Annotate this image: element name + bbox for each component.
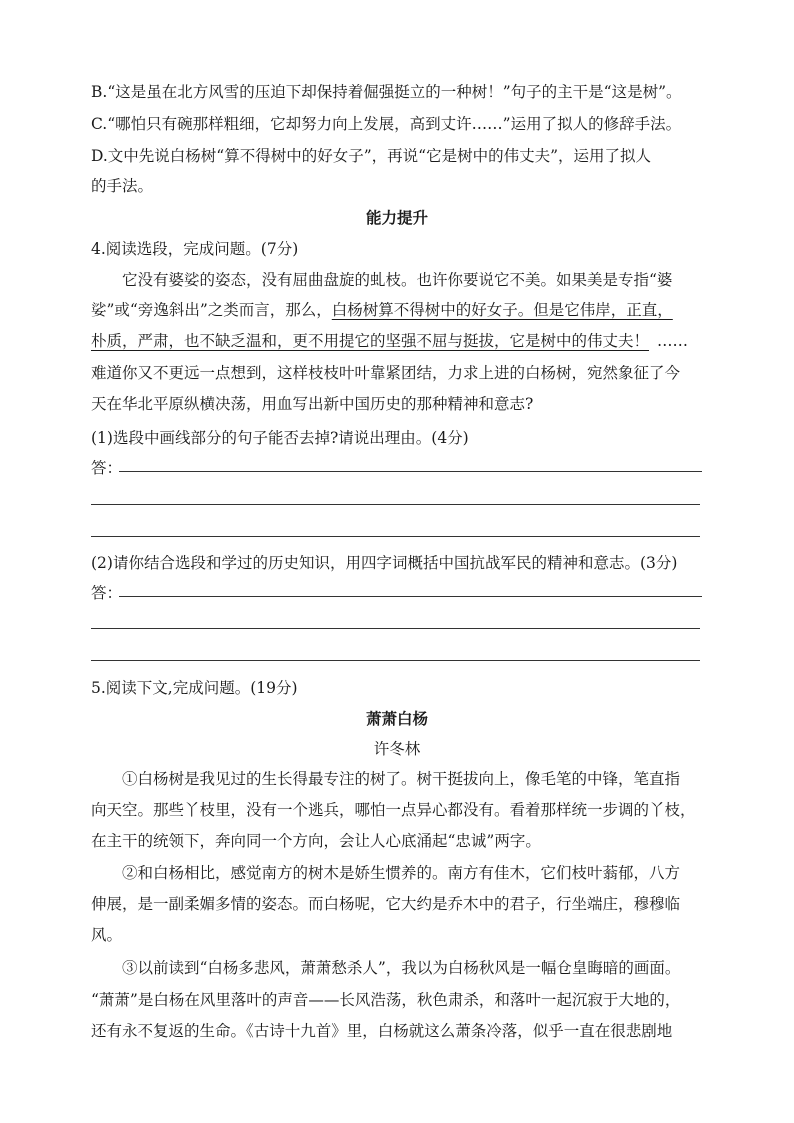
q4-para-line3 [91,329,688,353]
answer-line-2a[interactable] [119,596,702,597]
article-line: ③以前读到“白杨多悲风，萧萧愁杀人”，我以为白杨秋风是一幅仓皇晦暗的画面。 [122,959,681,977]
q4-para-line1: 它没有婆娑的姿态，没有屈曲盘旋的虬枝。也许你要说它不美。如果美是专指“婆 [122,271,673,289]
q4-para-line4: 难道你又不更远一点想到，这样枝枝叶叶靠紧团结，力求上进的白杨树，宛然象征了今 [91,364,681,382]
q4-para-line2 [91,298,673,322]
article-line: 还有永不复返的生命。《古诗十九首》里，白杨就这么萧条冷落，似乎一直在很悲剧地 [91,1022,673,1040]
q4-para-line5: 天在华北平原纵横决荡，用血写出新中国历史的那种精神和意志? [91,395,534,413]
q4-underlined-part2: 朴质，严肃，也不缺乏温和，更不用提它的坚强不屈与挺拔，它是树中的伟丈夫！ [91,332,650,350]
answer-label-1: 答： [91,459,123,477]
article-line: ①白杨树是我见过的生长得最专注的树了。树干挺拔向上，像毛笔的中锋，笔直指 [122,770,681,788]
article-line: ②和白杨相比，感觉南方的树木是娇生惯养的。南方有佳木，它们枝叶蓊郁，八方 [122,864,681,882]
article-line: “萧萧”是白杨在风里落叶的声音——长风浩荡，秋色肃杀，和落叶一起沉寂于大地的， [91,991,681,1009]
option-d-line1: D.文中先说白杨树“算不得树中的好女子”，再说“它是树中的伟丈夫”，运用了拟人 [91,147,652,165]
q4-para-line2-text: 娑”或“旁逸斜出”之类而言，那么， [91,301,332,319]
q4-sub2: (2)请你结合选段和学过的历史知识，用四字词概括中国抗战军民的精神和意志。(3分) [91,554,678,572]
answer-line-1b[interactable] [91,504,700,505]
q4-ellipsis: …… [657,332,689,350]
q5-title: 5.阅读下文,完成问题。(19分) [91,679,298,697]
article-author: 许冬林 [373,740,421,758]
option-c: C.“哪怕只有碗那样粗细，它却努力向上发展，高到丈许……”运用了拟人的修辞手法。 [91,115,682,133]
option-d-line2: 的手法。 [91,177,154,195]
answer-line-2c[interactable] [91,660,700,661]
article-line: 向天空。那些丫枝里，没有一个逃兵，哪怕一点异心都没有。看着那样统一步调的丫枝， [91,801,696,819]
article-line: 在主干的统领下，奔向同一个方向，会让人心底涌起“忠诚”两字。 [91,832,541,850]
answer-line-1c[interactable] [91,536,700,537]
answer-line-1a[interactable] [119,471,702,472]
section-title: 能力提升 [365,208,428,227]
option-b: B.“这是虽在北方风雪的压迫下却保持着倔强挺立的一种树！”句子的主干是“这是树”。 [91,83,682,101]
article-title: 萧萧白杨 [365,709,428,728]
article-line: 伸展，是一副柔媚多情的姿态。而白杨呢，它大约是乔木中的君子，行坐端庄，穆穆临 [91,895,681,913]
answer-line-2b[interactable] [91,628,700,629]
article-line: 风。 [91,926,123,944]
q4-underlined-part1: 白杨树算不得树中的好女子。但是它伟岸，正直， [331,301,673,319]
q4-title: 4.阅读选段，完成问题。(7分) [91,240,299,258]
q4-sub1: (1)选段中画线部分的句子能否去掉?请说出理由。(4分) [91,429,469,447]
answer-label-2: 答： [91,584,123,602]
